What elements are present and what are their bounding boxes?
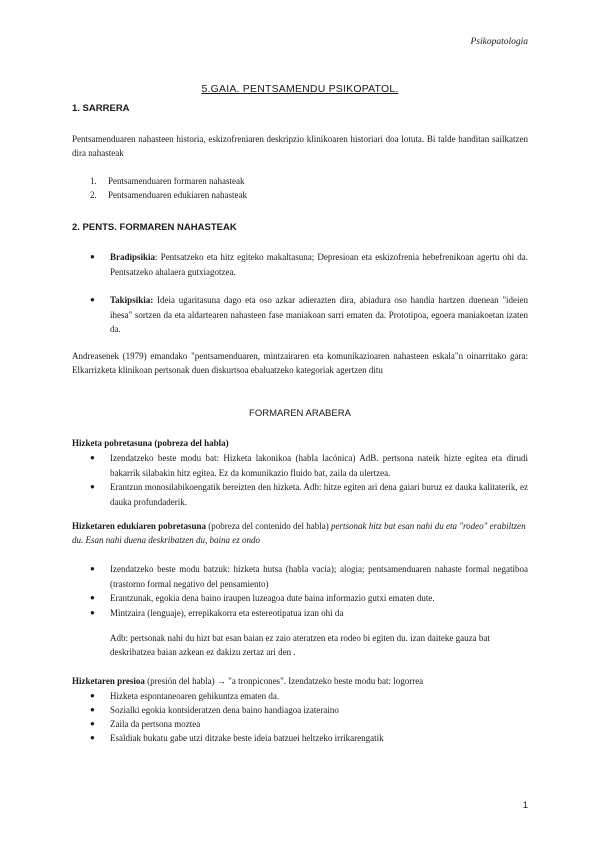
- bullet-icon: ●: [90, 719, 95, 728]
- list-item: ● Erantzunak, egokia dena baino iraupen luzeagoa dute baina informazio gutxi ematen dute.: [90, 591, 528, 606]
- bullet-icon: ●: [90, 733, 95, 742]
- bullet-icon: ●: [90, 482, 95, 491]
- section-heading-formaren: 2. PENTS. FORMAREN NAHASTEAK: [72, 222, 237, 233]
- bullet-icon: ●: [90, 593, 95, 602]
- section-heading-sarrera: 1. SARRERA: [72, 103, 130, 114]
- bullet-list: [90, 451, 528, 509]
- list-item: ● Esaldiak bukatu gabe utzi ditzake beste ideia batzuei heltzeko irrikarengatik: [90, 733, 384, 743]
- edukiaren-title: Hizketaren edukiaren pobretasuna (pobreza del contenido del habla) pertsonak hitz bat esan nahi du eta "rodeo" erabiltzen du. Esan nahi duena deskribatzen du, baina ez ondo: [72, 521, 526, 545]
- bullet-icon: ●: [90, 564, 95, 573]
- list-item: ● Erantzun monosilabikoengatik bereizten den hizketa. Adb: hitze egiten ari dena gaiari buruz ez dauka kalitaterik, ez dauka profundaderik.: [90, 482, 528, 507]
- example-paragraph: Adb: pertsonak nahi du hizt bat esan baian ez zaio ateratzen eta rodeo bi egiten du. izan daiteke gauza bat deskribatzea baian azkean ez dakizu zertaz ari den .: [110, 633, 490, 657]
- page-title: 5.GAIA. PENTSAMENDU PSIKOPATOL.: [201, 83, 399, 95]
- bullet-icon: ●: [90, 252, 95, 261]
- list-item: ● Takipsikia: Ideia ugaritasuna dago eta oso azkar adierazten dira, abiadura oso handia hartzen duenean "ideien ihesa" sortzen da eta aldartearen nahasteen fase maniakoan sarri ematen da. Prototipoa, egoera maniakoetan izaten da.: [90, 295, 528, 334]
- list-item: ● Zaila da pertsona moztea: [90, 719, 201, 729]
- intro-paragraph: Pentsamenduaren nahasteen historia, eskizofreniaren deskripzio klinikoaren historiari doa lotuta. Bi talde handitan sailkatzen dira nahasteak: [72, 134, 528, 158]
- bullet-icon: ●: [90, 607, 95, 617]
- pobretasuna-title: Hizketa pobretasuna (pobreza del habla): [72, 438, 229, 448]
- bullet-list: [90, 293, 528, 337]
- bullet-icon: ●: [90, 453, 95, 462]
- bullet-icon: ●: [90, 691, 95, 700]
- list-item: ● Hizketa espontaneoaren gehikuntza ematen da.: [90, 691, 280, 701]
- list-item: ● Mintzaira (lenguaje), errepikakorra eta estereotipatua izan ohi da: [90, 606, 528, 621]
- list-item: ● Sozialki egokia kontsideratzen dena baino handiagoa izateraino: [90, 705, 339, 715]
- bullet-list: [90, 250, 528, 279]
- bullet-icon: ●: [90, 705, 95, 714]
- list-item: ● Izendatzeko beste modu batzuk: hizketa hutsa (habla vacía); alogia; pentsamenduaren nahaste formal negatiboa (trastorno formal negativo del pensamiento): [90, 564, 528, 589]
- bullet-list: [90, 689, 528, 745]
- arrow-icon: →: [216, 676, 226, 686]
- presioa-title: Hizketaren presioa (presión del habla) → "a tronpicones". Izendatzeko beste modu bat: logorrea: [72, 676, 424, 686]
- list-item: 1. Pentsamenduaren formaren nahasteak: [90, 176, 245, 186]
- running-header: Psikopatologia: [470, 37, 528, 47]
- list-item: ● Bradipsikia: Pentsatzeko eta hitz egiteko makaltasuna; Depresioan eta eskizofrenia hebefrenikoan agertu ohi da. Pentsatzeko ahalaera gutxiagotzea.: [90, 252, 528, 277]
- subsection-heading: FORMAREN ARABERA: [249, 408, 351, 419]
- list-item: ● Izendatzeko beste modu bat: Hizketa lakonikoa (habla lacónica) AdB. pertsona nateik hizte egitea eta dirudi bakarrik silabakin hitz egitea. Ez da komunikazio fluido bat, zaila da ulertzea.: [90, 453, 528, 478]
- page-number: 1: [522, 800, 528, 811]
- bullet-list: [90, 562, 528, 620]
- list-item: 2. Pentsamenduaren edukiaren nahasteak: [90, 190, 247, 200]
- andreasen-paragraph: Andreasenek (1979) emandako "pentsamenduaren, mintzairaren eta komunikazioaren nahasteen eskala"n oinarritako gara: Elkarrizketa klinikoan pertsonak duen diskurtsoa ebaluatzeko kategoriak agertzen ditu: [72, 351, 528, 375]
- bullet-icon: ●: [90, 295, 95, 304]
- classification-list: [90, 174, 247, 202]
